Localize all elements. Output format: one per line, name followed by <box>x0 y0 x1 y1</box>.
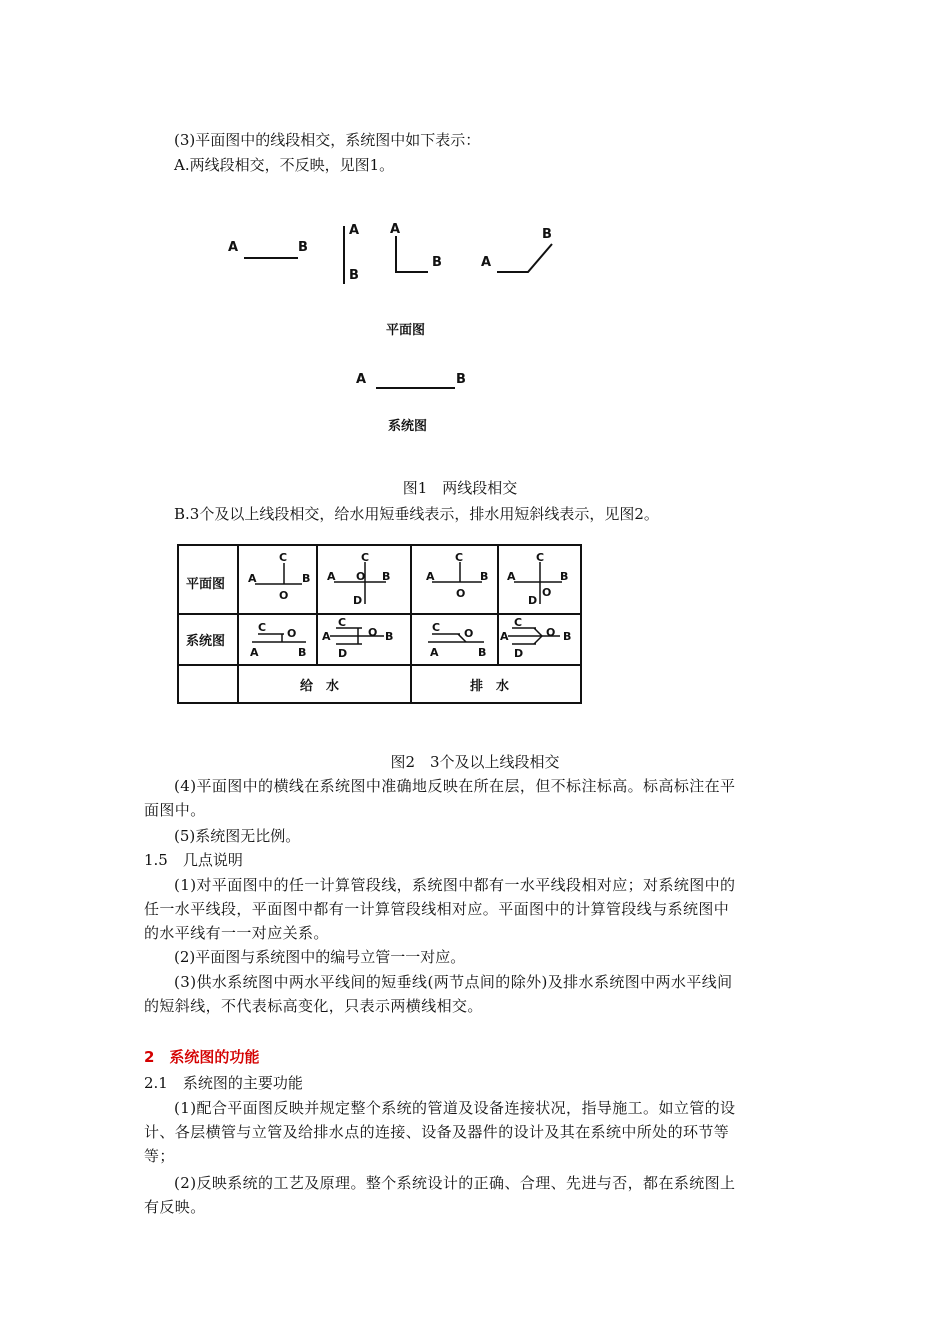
fig1-label-a3: A <box>390 222 401 237</box>
fig2-s1-a: A <box>250 646 259 659</box>
section-2-heading: 2 系统图的功能 <box>144 1048 260 1066</box>
fig2-s4-a: A <box>500 630 509 643</box>
section-2-1-heading: 2.1 系统图的主要功能 <box>144 1074 303 1092</box>
fig2-p4-d: D <box>528 594 538 607</box>
fig2-s2-a: A <box>322 630 331 643</box>
fig2-s4-b: B <box>563 630 572 643</box>
figure-2-caption: 图2 3个及以上线段相交 <box>390 753 560 771</box>
fig2-s2-b: B <box>385 630 394 643</box>
note-2: (2)平面图与系统图中的编号立管一一对应。 <box>174 948 466 966</box>
fig2-p4-c: C <box>536 551 545 564</box>
paragraph-a: A.两线段相交，不反映，见图1。 <box>174 156 395 174</box>
note-3: (3)供水系统图中两水平线间的短垂线(两节点间的除外)及排水系统图中两水平线间的短斜线，不代表标高变化，只表示两横线相交。 <box>144 973 733 1015</box>
section-1-5-heading: 1.5 几点说明 <box>144 851 243 869</box>
fig2-p2-o: O <box>356 570 366 583</box>
fig2-p3-b: B <box>480 570 489 583</box>
fig1-label-a4: A <box>481 255 492 270</box>
fig2-row-plan: 平面图 <box>186 577 226 592</box>
fig2-s1-o: O <box>287 627 297 640</box>
fig2-p1-a: A <box>248 572 257 585</box>
function-2: (2)反映系统的工艺及原理。整个系统设计的正确、合理、先进与否，都在系统图上有反映。 <box>144 1174 736 1216</box>
fig2-p3-c: C <box>455 551 464 564</box>
fig2-s4-o: O <box>546 626 556 639</box>
fig2-s2-c: C <box>338 616 347 629</box>
fig1-plan-caption: 平面图 <box>386 323 426 338</box>
fig2-s3-a: A <box>430 646 439 659</box>
fig2-p3-a: A <box>426 570 435 583</box>
fig2-s3-b: B <box>478 646 487 659</box>
fig2-p4-b: B <box>560 570 569 583</box>
fig2-p2-b: B <box>382 570 391 583</box>
function-1: (1)配合平面图反映并规定整个系统的管道及设备连接状况，指导施工。如立管的设计、各层横管与立管及给排水点的连接、设备及器件的设计及其在系统中所处的环节等等； <box>144 1099 736 1165</box>
fig1-label-a2: A <box>349 223 360 238</box>
paragraph-5: (5)系统图无比例。 <box>174 827 301 845</box>
fig2-p1-c: C <box>279 551 288 564</box>
fig2-p1-o: O <box>279 589 289 602</box>
fig2-drainage: 排 水 <box>470 679 510 694</box>
paragraph-b: B.3个及以上线段相交，给水用短垂线表示，排水用短斜线表示，见图2。 <box>174 505 659 523</box>
fig2-s2-d: D <box>338 647 348 660</box>
fig2-p2-c: C <box>361 551 370 564</box>
fig2-p4-a: A <box>507 570 516 583</box>
fig2-p2-d: D <box>353 594 363 607</box>
fig2-water-supply: 给 水 <box>300 679 340 694</box>
fig2-row-system: 系统图 <box>186 634 226 649</box>
fig2-s3-o: O <box>464 627 474 640</box>
fig1-label-b4: B <box>542 227 552 242</box>
fig2-p3-o: O <box>456 587 466 600</box>
fig2-s4-d: D <box>514 647 524 660</box>
fig2-p2-a: A <box>327 570 336 583</box>
fig1-label-b1: B <box>298 240 308 255</box>
fig2-s2-o: O <box>368 626 378 639</box>
fig2-p1-b: B <box>302 572 311 585</box>
figure-1-caption: 图1 两线段相交 <box>402 479 518 497</box>
fig1-system-label-a: A <box>356 372 367 387</box>
fig2-s1-b: B <box>298 646 307 659</box>
fig1-label-b2: B <box>349 268 359 283</box>
fig1-label-b3: B <box>432 255 442 270</box>
fig2-s4-c: C <box>514 616 523 629</box>
paragraph-3-title: (3)平面图中的线段相交，系统图中如下表示： <box>174 131 481 149</box>
fig1-label-a1: A <box>228 240 239 255</box>
fig2-s3-c: C <box>432 621 441 634</box>
fig2-p4-o: O <box>542 586 552 599</box>
fig1-system-label-b: B <box>456 372 466 387</box>
paragraph-4: (4)平面图中的横线在系统图中准确地反映在所在层，但不标注标高。标高标注在平面图中。 <box>144 777 736 819</box>
fig1-system-caption: 系统图 <box>388 419 428 434</box>
fig2-s1-c: C <box>258 621 267 634</box>
note-1: (1)对平面图中的任一计算管段线，系统图中都有一水平线段相对应；对系统图中的任一水平线段，平面图中都有一计算管段线相对应。平面图中的计算管段线与系统图中的水平线有一一对应关系。 <box>144 876 736 942</box>
